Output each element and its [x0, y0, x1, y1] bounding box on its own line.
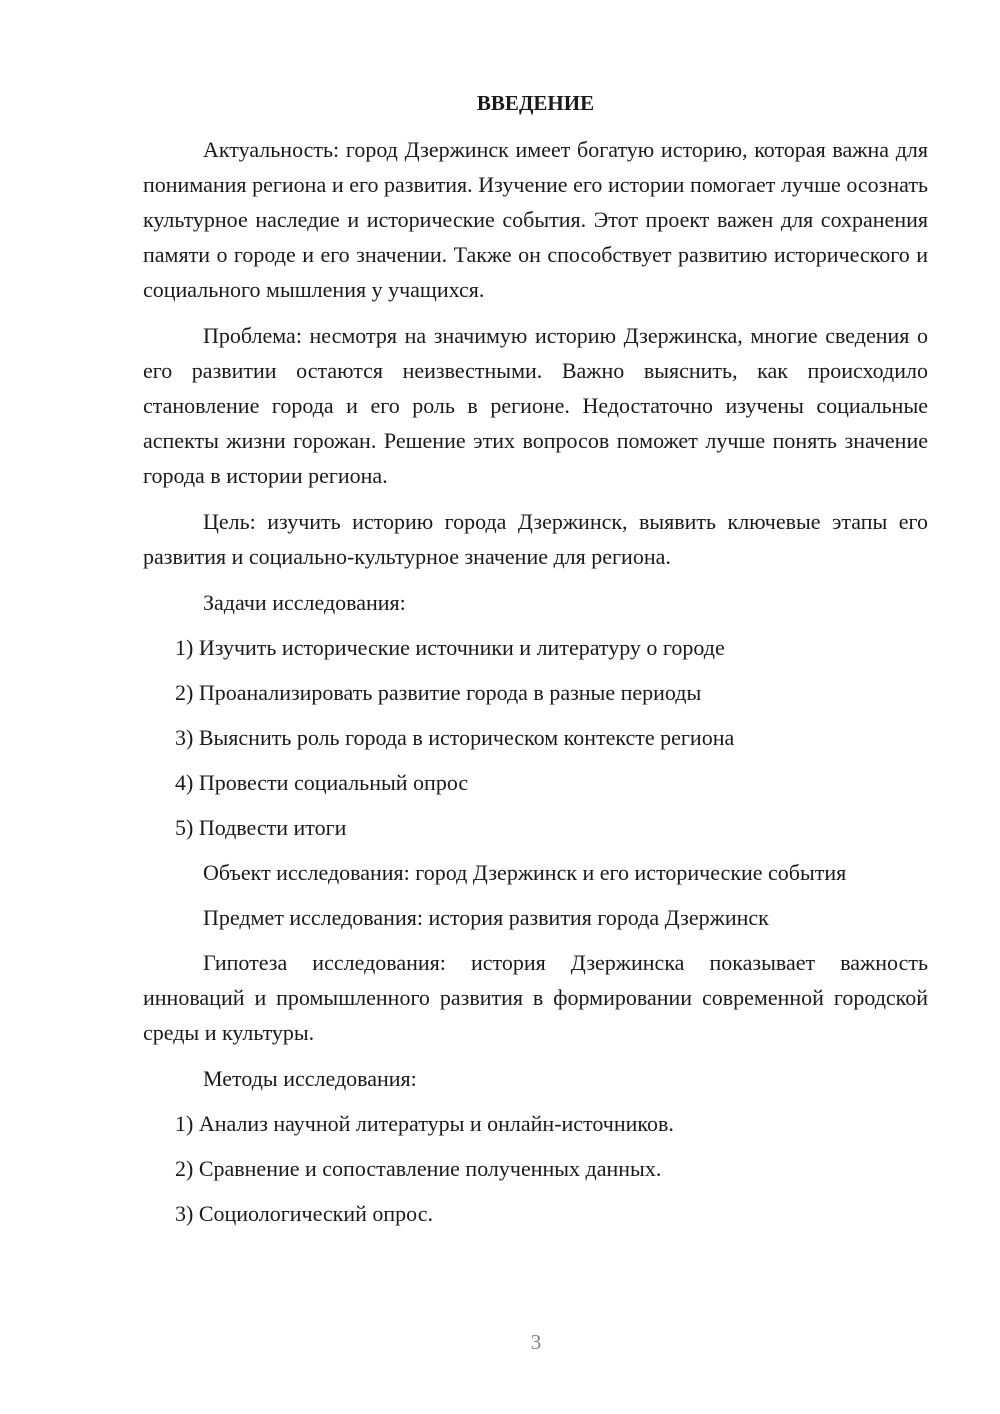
document-page: [143, 88, 928, 1241]
list-item: 2) Сравнение и сопоставление полученных данных.: [175, 1156, 662, 1181]
tasks-list: [143, 630, 928, 845]
tasks-heading: Задачи исследования:: [203, 590, 406, 615]
methods-heading: Методы исследования:: [203, 1066, 417, 1091]
problem-paragraph: Проблема: несмотря на значимую историю Дзержинска, многие сведения о его развитии остаются неизвестными. Важно выяснить, как происходило становление города и его роль в регионе. Недостаточно изучены социальные аспекты жизни горожан. Решение этих вопросов поможет лучше понять значение города в истории региона.: [143, 323, 928, 488]
list-item: 3) Выяснить роль города в историческом контексте региона: [175, 725, 735, 750]
list-item: 1) Анализ научной литературы и онлайн-источников.: [175, 1111, 674, 1136]
list-item: 2) Проанализировать развитие города в разные периоды: [175, 680, 702, 705]
page-number: 3: [530, 1330, 542, 1354]
goal-paragraph: Цель: изучить историю города Дзержинск, выявить ключевые этапы его развития и социально-культурное значение для региона.: [143, 509, 928, 569]
section-title: ВВЕДЕНИЕ: [476, 91, 595, 115]
subject-line: Предмет исследования: история развития города Дзержинск: [203, 905, 769, 930]
relevance-paragraph: Актуальность: город Дзержинск имеет богатую историю, которая важна для понимания региона и его развития. Изучение его истории помогает лучше осознать культурное наследие и исторические события. Этот проект важен для сохранения памяти о городе и его значении. Также он способствует развитию исторического и социального мышления у учащихся.: [143, 137, 928, 302]
list-item: 5) Подвести итоги: [175, 815, 347, 840]
list-item: 1) Изучить исторические источники и литературу о городе: [175, 635, 725, 660]
hypothesis-paragraph: Гипотеза исследования: история Дзержинска показывает важность инноваций и промышленного развития в формировании современной городской среды и культуры.: [143, 950, 928, 1045]
list-item: 3) Социологический опрос.: [175, 1201, 433, 1226]
methods-list: [143, 1106, 928, 1231]
object-line: Объект исследования: город Дзержинск и его исторические события: [203, 860, 847, 885]
list-item: 4) Провести социальный опрос: [175, 770, 469, 795]
